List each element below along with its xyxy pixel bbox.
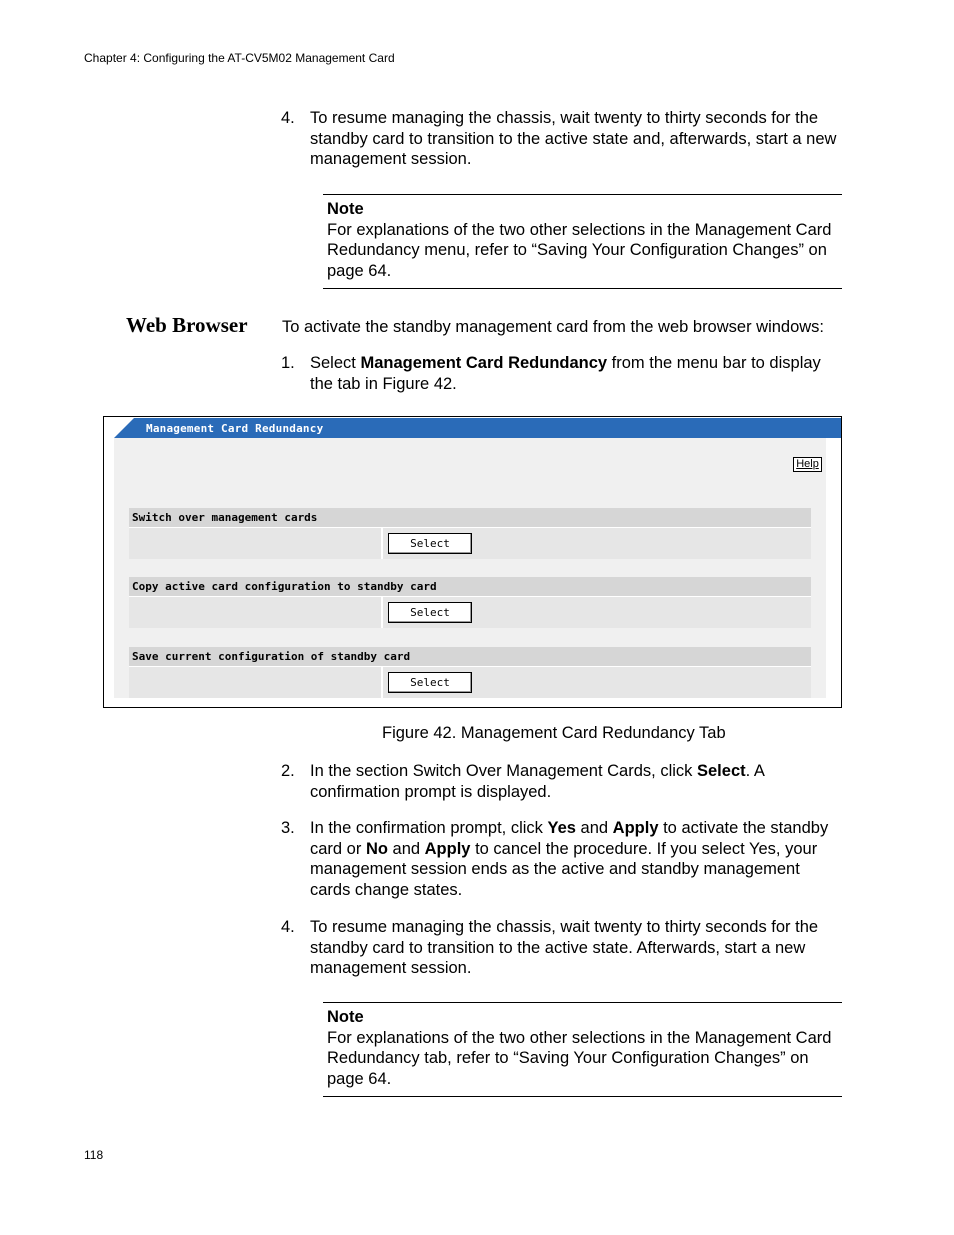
page-number: 118	[84, 1148, 104, 1162]
step-text: Select Management Card Redundancy from the menu bar to display the tab in Figure 42.	[310, 354, 821, 393]
note-title: Note	[327, 200, 364, 218]
step-text: In the section Switch Over Management Cards, click Select. A confirmation prompt is displayed.	[310, 762, 764, 801]
figure-42-screenshot	[103, 416, 842, 708]
step-number: 2.	[281, 762, 295, 780]
note-text: For explanations of the two other selections in the Management Card Redundancy menu, refer to “Saving Your Configuration Changes” on page 64.	[327, 220, 832, 280]
step-number: 3.	[281, 819, 295, 837]
step-number: 4.	[281, 918, 295, 936]
section-header-switch-over: Switch over management cards	[129, 508, 811, 527]
copy-config-select-button[interactable]: Select	[388, 602, 472, 623]
step-number: 4.	[281, 109, 295, 127]
figure-caption: Figure 42. Management Card Redundancy Tab	[382, 724, 726, 742]
running-header: Chapter 4: Configuring the AT-CV5M02 Management Card	[84, 51, 395, 65]
note-box-1	[323, 194, 842, 289]
section-header-save-config: Save current configuration of standby card	[129, 647, 811, 666]
tab-body	[114, 438, 826, 698]
switch-over-select-button[interactable]: Select	[388, 533, 472, 554]
step-text: To resume managing the chassis, wait twenty to thirty seconds for the standby card to transition to the active state and, afterwards, start a new management session.	[310, 109, 837, 168]
step-number: 1.	[281, 354, 295, 372]
help-button[interactable]: Help	[793, 457, 822, 472]
section-intro: To activate the standby management card from the web browser windows:	[282, 318, 825, 336]
section-heading: Web Browser	[126, 313, 248, 337]
step-text: To resume managing the chassis, wait twenty to thirty seconds for the standby card to transition to the active state. Afterwards, start a new management session.	[310, 918, 819, 977]
step-text: In the confirmation prompt, click Yes and Apply to activate the standby card or No and Apply to cancel the procedure. If you select Yes, your management session ends as the active and standby management cards change states.	[310, 819, 829, 899]
note-box-2	[323, 1002, 842, 1097]
section-row-switch-over	[129, 527, 811, 559]
section-row-save-config	[129, 666, 811, 698]
section-header-copy-config: Copy active card configuration to standby card	[129, 577, 811, 596]
note-title: Note	[327, 1008, 364, 1026]
section-row-copy-config	[129, 596, 811, 628]
note-text: For explanations of the two other selections in the Management Card Redundancy tab, refer to “Saving Your Configuration Changes” on page 64.	[327, 1028, 832, 1088]
tab-title: Management Card Redundancy	[146, 422, 324, 435]
save-config-select-button[interactable]: Select	[388, 672, 472, 693]
tab-title-bar	[114, 418, 841, 438]
